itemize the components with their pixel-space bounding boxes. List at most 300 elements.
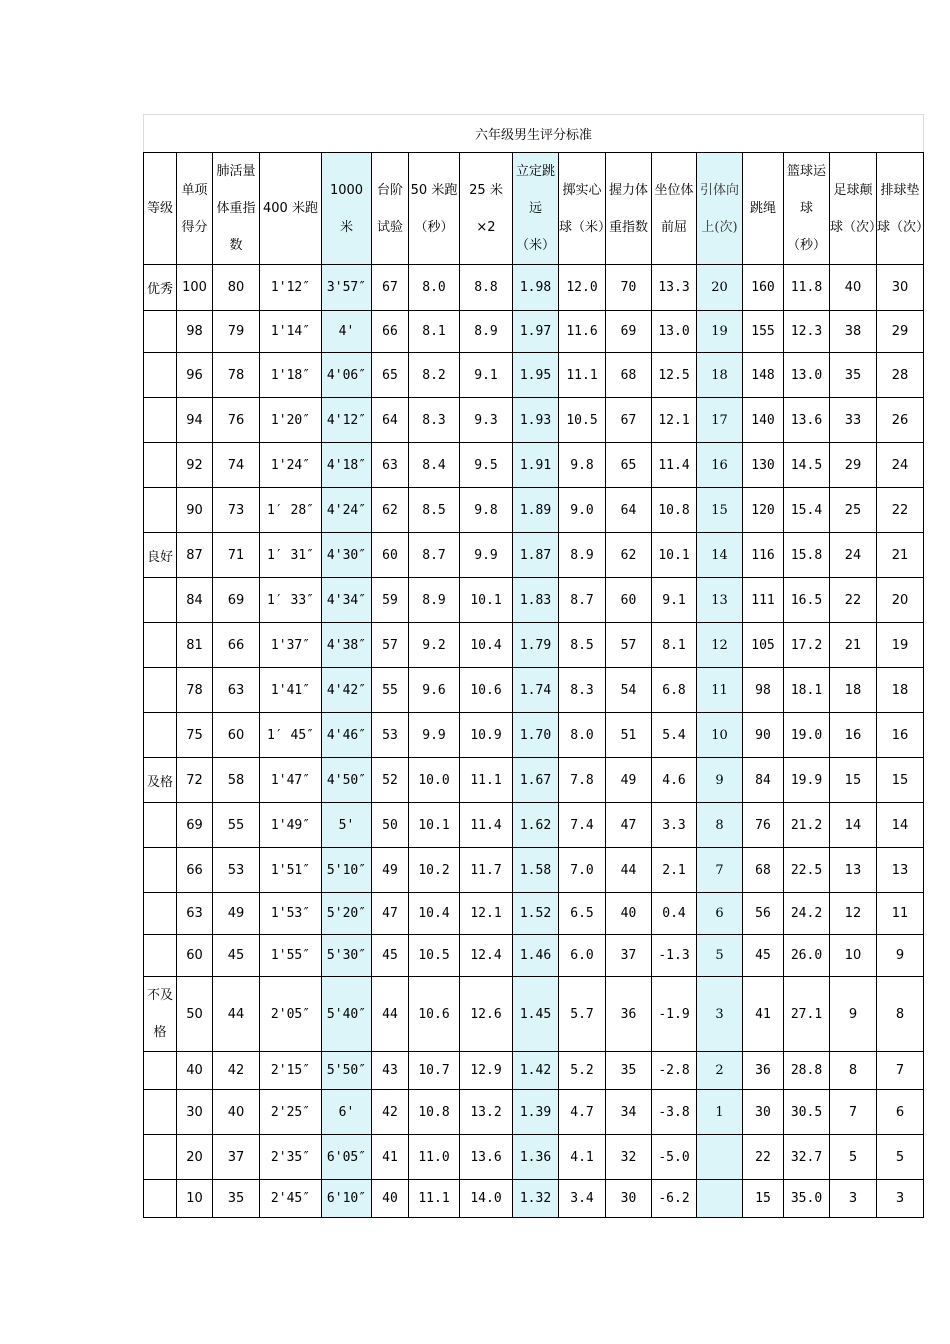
pull-up-cell: 11	[697, 668, 743, 713]
basketball-cell: 17.2	[784, 623, 830, 668]
score-cell: 75	[177, 713, 213, 758]
volleyball-cell: 7	[877, 1052, 924, 1090]
run400-cell: 1'24″	[260, 443, 322, 488]
run25-cell: 12.6	[460, 977, 513, 1052]
volleyball-cell: 3	[877, 1180, 924, 1218]
rope-cell: 116	[743, 533, 784, 578]
run1000-cell: 6'	[322, 1090, 372, 1135]
basketball-cell: 14.5	[784, 443, 830, 488]
football-cell: 7	[830, 1090, 877, 1135]
run50-cell: 10.7	[409, 1052, 460, 1090]
pull-up-cell: 20	[697, 265, 743, 311]
header-rope: 跳绳	[743, 153, 784, 265]
shot-ball-cell: 6.5	[559, 893, 606, 935]
run50-cell: 10.8	[409, 1090, 460, 1135]
score-cell: 78	[177, 668, 213, 713]
rope-cell: 148	[743, 353, 784, 398]
step-cell: 52	[372, 758, 409, 803]
step-cell: 63	[372, 443, 409, 488]
table-body	[144, 265, 924, 1218]
volleyball-cell: 19	[877, 623, 924, 668]
football-cell: 14	[830, 803, 877, 848]
pull-up-cell	[697, 1180, 743, 1218]
grade-cell	[144, 353, 177, 398]
run50-cell: 8.2	[409, 353, 460, 398]
football-cell: 22	[830, 578, 877, 623]
sit-reach-cell: 12.5	[652, 353, 697, 398]
basketball-cell: 30.5	[784, 1090, 830, 1135]
rope-cell: 30	[743, 1090, 784, 1135]
step-cell: 50	[372, 803, 409, 848]
shot-ball-cell: 10.5	[559, 398, 606, 443]
rope-cell: 56	[743, 893, 784, 935]
volleyball-cell: 8	[877, 977, 924, 1052]
grade-cell	[144, 1090, 177, 1135]
grade-cell	[144, 488, 177, 533]
run400-cell: 1'49″	[260, 803, 322, 848]
standing-jump-cell: 1.42	[513, 1052, 559, 1090]
run50-cell: 10.5	[409, 935, 460, 977]
standing-jump-cell: 1.91	[513, 443, 559, 488]
run400-cell: 1′ 33″	[260, 578, 322, 623]
score-cell: 66	[177, 848, 213, 893]
run25-cell: 9.9	[460, 533, 513, 578]
run400-cell: 1'41″	[260, 668, 322, 713]
vital-cell: 58	[213, 758, 260, 803]
grip-cell: 37	[606, 935, 652, 977]
basketball-cell: 28.8	[784, 1052, 830, 1090]
shot-ball-cell: 5.2	[559, 1052, 606, 1090]
standing-jump-cell: 1.70	[513, 713, 559, 758]
score-cell: 87	[177, 533, 213, 578]
run25-cell: 9.8	[460, 488, 513, 533]
grip-cell: 65	[606, 443, 652, 488]
run50-cell: 8.1	[409, 311, 460, 353]
run1000-cell: 4'	[322, 311, 372, 353]
grade-cell	[144, 1135, 177, 1180]
step-cell: 43	[372, 1052, 409, 1090]
standing-jump-cell: 1.46	[513, 935, 559, 977]
rope-cell: 22	[743, 1135, 784, 1180]
score-cell: 98	[177, 311, 213, 353]
rope-cell: 155	[743, 311, 784, 353]
run400-cell: 1'18″	[260, 353, 322, 398]
football-cell: 33	[830, 398, 877, 443]
table-row	[144, 398, 924, 443]
football-cell: 35	[830, 353, 877, 398]
run50-cell: 8.9	[409, 578, 460, 623]
pull-up-cell: 12	[697, 623, 743, 668]
vital-cell: 42	[213, 1052, 260, 1090]
vital-cell: 35	[213, 1180, 260, 1218]
score-cell: 92	[177, 443, 213, 488]
grade-cell: 优秀	[144, 265, 177, 311]
run50-cell: 10.6	[409, 977, 460, 1052]
step-cell: 53	[372, 713, 409, 758]
header-run400: 400 米跑	[260, 153, 322, 265]
grade-cell	[144, 398, 177, 443]
grade-cell	[144, 713, 177, 758]
volleyball-cell: 29	[877, 311, 924, 353]
shot-ball-cell: 11.1	[559, 353, 606, 398]
shot-ball-cell: 9.0	[559, 488, 606, 533]
table-row	[144, 1052, 924, 1090]
shot-ball-cell: 9.8	[559, 443, 606, 488]
standing-jump-cell: 1.93	[513, 398, 559, 443]
run1000-cell: 4'30″	[322, 533, 372, 578]
run1000-cell: 4'42″	[322, 668, 372, 713]
step-cell: 67	[372, 265, 409, 311]
grip-cell: 60	[606, 578, 652, 623]
header-football: 足球颠球（次）	[830, 153, 877, 265]
table-row	[144, 533, 924, 578]
volleyball-cell: 6	[877, 1090, 924, 1135]
run25-cell: 12.9	[460, 1052, 513, 1090]
sit-reach-cell: 11.4	[652, 443, 697, 488]
vital-cell: 78	[213, 353, 260, 398]
shot-ball-cell: 5.7	[559, 977, 606, 1052]
vital-cell: 79	[213, 311, 260, 353]
table-row	[144, 1180, 924, 1218]
run25-cell: 10.9	[460, 713, 513, 758]
run400-cell: 1'51″	[260, 848, 322, 893]
volleyball-cell: 28	[877, 353, 924, 398]
step-cell: 47	[372, 893, 409, 935]
grip-cell: 47	[606, 803, 652, 848]
sit-reach-cell: 10.1	[652, 533, 697, 578]
shot-ball-cell: 8.9	[559, 533, 606, 578]
sit-reach-cell: -5.0	[652, 1135, 697, 1180]
table-row	[144, 1135, 924, 1180]
basketball-cell: 16.5	[784, 578, 830, 623]
header-grip: 握力体重指数	[606, 153, 652, 265]
basketball-cell: 19.0	[784, 713, 830, 758]
sit-reach-cell: 2.1	[652, 848, 697, 893]
standing-jump-cell: 1.67	[513, 758, 559, 803]
run50-cell: 11.0	[409, 1135, 460, 1180]
run25-cell: 11.1	[460, 758, 513, 803]
run50-cell: 8.5	[409, 488, 460, 533]
sit-reach-cell: 9.1	[652, 578, 697, 623]
volleyball-cell: 15	[877, 758, 924, 803]
header-score: 单项得分	[177, 153, 213, 265]
shot-ball-cell: 8.7	[559, 578, 606, 623]
vital-cell: 63	[213, 668, 260, 713]
run400-cell: 1'20″	[260, 398, 322, 443]
run50-cell: 8.3	[409, 398, 460, 443]
header-grade: 等级	[144, 153, 177, 265]
header-pull-up: 引体向上(次)	[697, 153, 743, 265]
run50-cell: 9.6	[409, 668, 460, 713]
basketball-cell: 24.2	[784, 893, 830, 935]
rope-cell: 45	[743, 935, 784, 977]
shot-ball-cell: 4.1	[559, 1135, 606, 1180]
rope-cell: 15	[743, 1180, 784, 1218]
run400-cell: 1'55″	[260, 935, 322, 977]
grade-cell	[144, 848, 177, 893]
grade-cell: 良好	[144, 533, 177, 578]
table-row	[144, 977, 924, 1052]
run1000-cell: 5'40″	[322, 977, 372, 1052]
run1000-cell: 5'	[322, 803, 372, 848]
pull-up-cell: 15	[697, 488, 743, 533]
run1000-cell: 4'50″	[322, 758, 372, 803]
score-table	[143, 114, 930, 1218]
run25-cell: 14.0	[460, 1180, 513, 1218]
step-cell: 57	[372, 623, 409, 668]
score-cell: 100	[177, 265, 213, 311]
grade-cell	[144, 1052, 177, 1090]
rope-cell: 130	[743, 443, 784, 488]
run1000-cell: 5'20″	[322, 893, 372, 935]
score-cell: 40	[177, 1052, 213, 1090]
rope-cell: 68	[743, 848, 784, 893]
table-row	[144, 848, 924, 893]
grade-cell	[144, 623, 177, 668]
step-cell: 55	[372, 668, 409, 713]
score-cell: 63	[177, 893, 213, 935]
pull-up-cell: 19	[697, 311, 743, 353]
run50-cell: 10.0	[409, 758, 460, 803]
step-cell: 49	[372, 848, 409, 893]
run25-cell: 8.8	[460, 265, 513, 311]
pull-up-cell: 8	[697, 803, 743, 848]
vital-cell: 66	[213, 623, 260, 668]
vital-cell: 73	[213, 488, 260, 533]
run50-cell: 8.0	[409, 265, 460, 311]
standing-jump-cell: 1.39	[513, 1090, 559, 1135]
run50-cell: 10.2	[409, 848, 460, 893]
run1000-cell: 5'10″	[322, 848, 372, 893]
standing-jump-cell: 1.89	[513, 488, 559, 533]
header-volleyball: 排球垫球（次）	[877, 153, 924, 265]
grip-cell: 62	[606, 533, 652, 578]
sit-reach-cell: 4.6	[652, 758, 697, 803]
run1000-cell: 4'46″	[322, 713, 372, 758]
run400-cell: 1′ 28″	[260, 488, 322, 533]
basketball-cell: 26.0	[784, 935, 830, 977]
run25-cell: 11.7	[460, 848, 513, 893]
step-cell: 44	[372, 977, 409, 1052]
standing-jump-cell: 1.79	[513, 623, 559, 668]
score-cell: 20	[177, 1135, 213, 1180]
basketball-cell: 13.0	[784, 353, 830, 398]
basketball-cell: 15.8	[784, 533, 830, 578]
run400-cell: 1'14″	[260, 311, 322, 353]
header-standing-jump: 立定跳远（米）	[513, 153, 559, 265]
run400-cell: 1'47″	[260, 758, 322, 803]
header-run1000: 1000 米	[322, 153, 372, 265]
table-row	[144, 353, 924, 398]
football-cell: 38	[830, 311, 877, 353]
football-cell: 18	[830, 668, 877, 713]
standing-jump-cell: 1.83	[513, 578, 559, 623]
grip-cell: 54	[606, 668, 652, 713]
sit-reach-cell: 10.8	[652, 488, 697, 533]
grade-cell: 不及格	[144, 977, 177, 1052]
rope-cell: 36	[743, 1052, 784, 1090]
step-cell: 42	[372, 1090, 409, 1135]
run400-cell: 2'05″	[260, 977, 322, 1052]
grip-cell: 34	[606, 1090, 652, 1135]
basketball-cell: 11.8	[784, 265, 830, 311]
step-cell: 66	[372, 311, 409, 353]
volleyball-cell: 18	[877, 668, 924, 713]
volleyball-cell: 9	[877, 935, 924, 977]
basketball-cell: 15.4	[784, 488, 830, 533]
grip-cell: 68	[606, 353, 652, 398]
shot-ball-cell: 8.5	[559, 623, 606, 668]
run50-cell: 10.1	[409, 803, 460, 848]
run50-cell: 8.7	[409, 533, 460, 578]
run1000-cell: 4'38″	[322, 623, 372, 668]
vital-cell: 76	[213, 398, 260, 443]
grip-cell: 49	[606, 758, 652, 803]
grip-cell: 44	[606, 848, 652, 893]
table-row	[144, 935, 924, 977]
vital-cell: 55	[213, 803, 260, 848]
header-vital: 肺活量体重指数	[213, 153, 260, 265]
pull-up-cell: 10	[697, 713, 743, 758]
step-cell: 60	[372, 533, 409, 578]
table-row	[144, 578, 924, 623]
run50-cell: 8.4	[409, 443, 460, 488]
basketball-cell: 21.2	[784, 803, 830, 848]
header-basketball: 篮球运球（秒）	[784, 153, 830, 265]
grip-cell: 67	[606, 398, 652, 443]
step-cell: 45	[372, 935, 409, 977]
pull-up-cell: 9	[697, 758, 743, 803]
table-row	[144, 623, 924, 668]
score-table-container	[143, 114, 930, 1218]
header-step: 台阶试验	[372, 153, 409, 265]
run400-cell: 2'35″	[260, 1135, 322, 1180]
run1000-cell: 3'57″	[322, 265, 372, 311]
basketball-cell: 32.7	[784, 1135, 830, 1180]
pull-up-cell: 3	[697, 977, 743, 1052]
standing-jump-cell: 1.87	[513, 533, 559, 578]
football-cell: 15	[830, 758, 877, 803]
rope-cell: 41	[743, 977, 784, 1052]
table-row	[144, 488, 924, 533]
football-cell: 5	[830, 1135, 877, 1180]
step-cell: 64	[372, 398, 409, 443]
grade-cell	[144, 935, 177, 977]
basketball-cell: 12.3	[784, 311, 830, 353]
volleyball-cell: 20	[877, 578, 924, 623]
run1000-cell: 4'18″	[322, 443, 372, 488]
grade-cell	[144, 443, 177, 488]
basketball-cell: 13.6	[784, 398, 830, 443]
volleyball-cell: 30	[877, 265, 924, 311]
standing-jump-cell: 1.98	[513, 265, 559, 311]
header-sit-reach: 坐位体前屈	[652, 153, 697, 265]
football-cell: 40	[830, 265, 877, 311]
sit-reach-cell: 13.3	[652, 265, 697, 311]
football-cell: 8	[830, 1052, 877, 1090]
run400-cell: 1'37″	[260, 623, 322, 668]
volleyball-cell: 22	[877, 488, 924, 533]
run1000-cell: 4'12″	[322, 398, 372, 443]
step-cell: 41	[372, 1135, 409, 1180]
football-cell: 24	[830, 533, 877, 578]
basketball-cell: 27.1	[784, 977, 830, 1052]
standing-jump-cell: 1.95	[513, 353, 559, 398]
volleyball-cell: 16	[877, 713, 924, 758]
run400-cell: 1'12″	[260, 265, 322, 311]
pull-up-cell: 16	[697, 443, 743, 488]
football-cell: 25	[830, 488, 877, 533]
vital-cell: 45	[213, 935, 260, 977]
football-cell: 29	[830, 443, 877, 488]
standing-jump-cell: 1.45	[513, 977, 559, 1052]
grip-cell: 30	[606, 1180, 652, 1218]
run1000-cell: 5'50″	[322, 1052, 372, 1090]
run400-cell: 2'45″	[260, 1180, 322, 1218]
run400-cell: 1'53″	[260, 893, 322, 935]
pull-up-cell: 17	[697, 398, 743, 443]
sit-reach-cell: -1.9	[652, 977, 697, 1052]
score-cell: 72	[177, 758, 213, 803]
run25-cell: 10.6	[460, 668, 513, 713]
header-run50: 50 米跑（秒）	[409, 153, 460, 265]
run1000-cell: 5'30″	[322, 935, 372, 977]
rope-cell: 76	[743, 803, 784, 848]
step-cell: 59	[372, 578, 409, 623]
run25-cell: 8.9	[460, 311, 513, 353]
vital-cell: 53	[213, 848, 260, 893]
run1000-cell: 6'10″	[322, 1180, 372, 1218]
step-cell: 65	[372, 353, 409, 398]
pull-up-cell: 5	[697, 935, 743, 977]
header-row	[144, 153, 924, 265]
run400-cell: 1′ 45″	[260, 713, 322, 758]
run1000-cell: 6'05″	[322, 1135, 372, 1180]
table-row	[144, 758, 924, 803]
basketball-cell: 19.9	[784, 758, 830, 803]
basketball-cell: 22.5	[784, 848, 830, 893]
table-row	[144, 713, 924, 758]
pull-up-cell: 1	[697, 1090, 743, 1135]
run1000-cell: 4'06″	[322, 353, 372, 398]
sit-reach-cell: 13.0	[652, 311, 697, 353]
run50-cell: 10.4	[409, 893, 460, 935]
score-cell: 94	[177, 398, 213, 443]
standing-jump-cell: 1.58	[513, 848, 559, 893]
shot-ball-cell: 12.0	[559, 265, 606, 311]
run25-cell: 12.1	[460, 893, 513, 935]
vital-cell: 44	[213, 977, 260, 1052]
volleyball-cell: 11	[877, 893, 924, 935]
run25-cell: 12.4	[460, 935, 513, 977]
volleyball-cell: 24	[877, 443, 924, 488]
grade-cell	[144, 803, 177, 848]
score-cell: 84	[177, 578, 213, 623]
run25-cell: 13.2	[460, 1090, 513, 1135]
shot-ball-cell: 4.7	[559, 1090, 606, 1135]
table-row	[144, 893, 924, 935]
volleyball-cell: 5	[877, 1135, 924, 1180]
vital-cell: 80	[213, 265, 260, 311]
score-cell: 30	[177, 1090, 213, 1135]
football-cell: 10	[830, 935, 877, 977]
volleyball-cell: 14	[877, 803, 924, 848]
vital-cell: 69	[213, 578, 260, 623]
football-cell: 16	[830, 713, 877, 758]
vital-cell: 40	[213, 1090, 260, 1135]
rope-cell: 90	[743, 713, 784, 758]
run25-cell: 10.1	[460, 578, 513, 623]
